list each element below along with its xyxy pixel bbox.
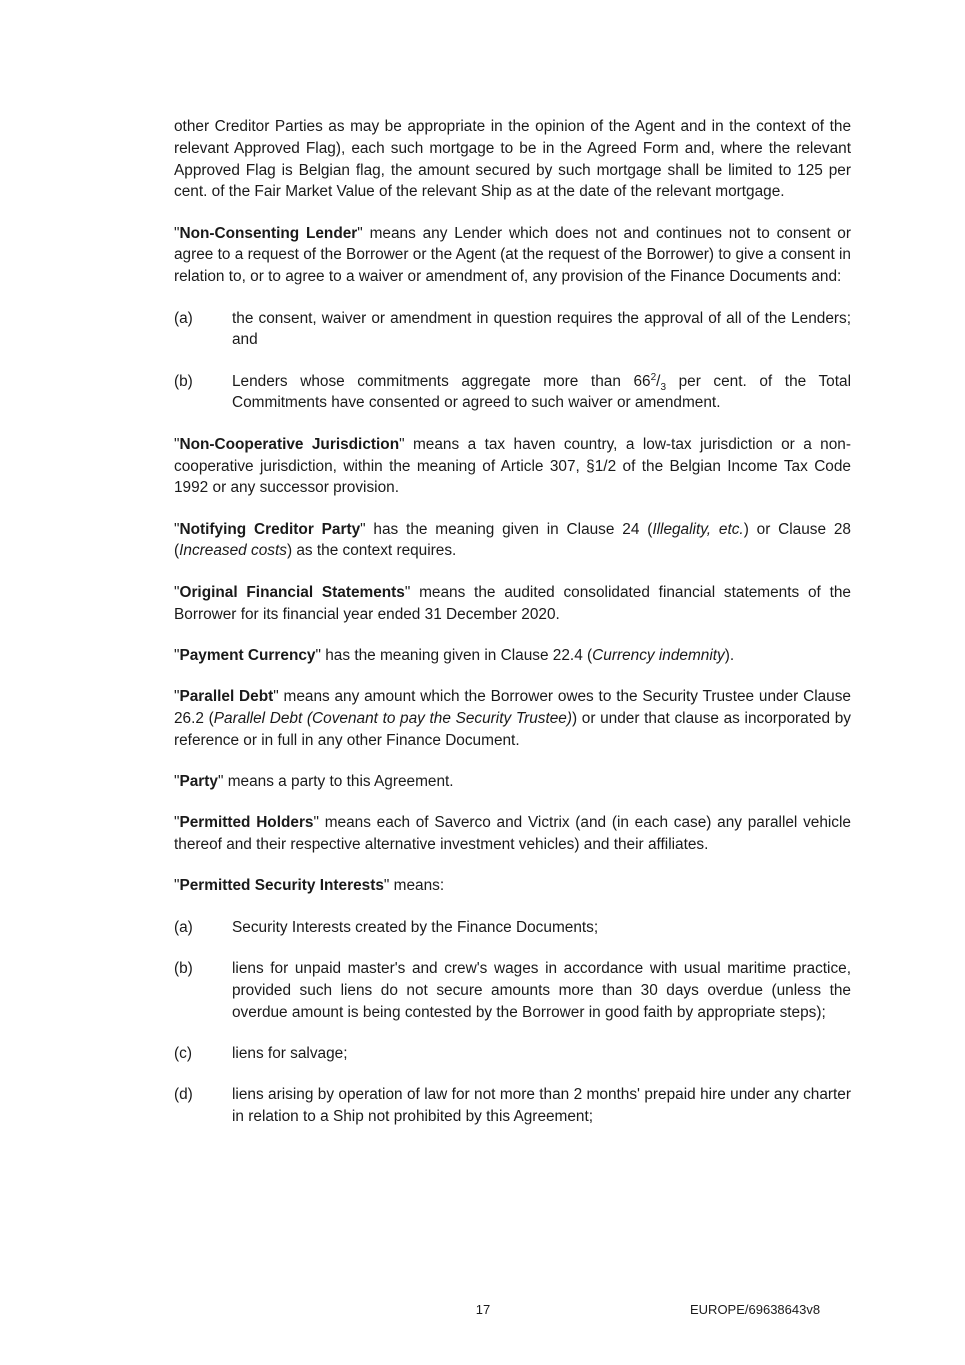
list-label: (c) — [174, 1044, 192, 1062]
list-label: (d) — [174, 1086, 193, 1104]
defined-term: Parallel Debt — [179, 688, 274, 706]
list-label: (b) — [174, 372, 193, 390]
paragraph-mortgage-continuation: other Creditor Parties as may be appropriate in the opinion of the Agent and in the context of the relevant Approved Flag), each such mortgage to be in the Agreed Form and, where the relevant Approved Flag is Belgian flag, the amount secured by such mortgage shall be limited to 125 per cent. of the Fair Market Value of the relevant Ship as at the date of the relevant mortgage. — [174, 118, 851, 201]
list-item — [174, 1043, 851, 1065]
defined-term: Payment Currency — [179, 646, 316, 664]
defined-term: Non-Cooperative Jurisdiction — [179, 435, 400, 453]
list-text: liens for salvage; — [232, 1044, 348, 1062]
defined-term: Permitted Holders — [179, 814, 314, 832]
document-body — [174, 116, 851, 1147]
definition-payment-currency: "Payment Currency" has the meaning given in Clause 22.4 (Currency indemnity). — [174, 646, 735, 664]
list-item — [174, 958, 851, 1023]
list-item — [174, 1084, 851, 1128]
defined-term: Original Financial Statements — [179, 583, 405, 601]
list-text: liens for unpaid master's and crew's wages in accordance with usual maritime practice, provided such liens do not secure amounts more than 30 days overdue (unless the overdue amount is being contested by the Borrower in good faith by appropriate steps); — [232, 960, 851, 1021]
definition-permitted-security-interests: "Permitted Security Interests" means: — [174, 877, 445, 895]
defined-term: Non-Consenting Lender — [179, 224, 358, 242]
defined-term: Party — [179, 773, 218, 791]
page-number: 17 — [475, 1302, 491, 1317]
definition-party: "Party" means a party to this Agreement. — [174, 773, 454, 791]
definition-original-financial-statements: "Original Financial Statements" means the audited consolidated financial statements of the Borrower for its financial year ended 31 December 2020. — [174, 583, 851, 623]
list-item — [174, 917, 851, 939]
document-reference: EUROPE/69638643v8 — [690, 1302, 821, 1317]
list-text: liens arising by operation of law for not more than 2 months' prepaid hire under any charter in relation to a Ship not prohibited by this Agreement; — [232, 1086, 851, 1125]
list-text: Lenders whose commitments aggregate more than $66^2/_3$ per cent. of the Total Commitments have consented or agreed to such waiver or amendment. — [232, 371, 852, 412]
definition-non-cooperative-jurisdiction: "Non-Cooperative Jurisdiction" means a tax haven country, a low-tax jurisdiction or a non-cooperative jurisdiction, within the meaning of Article 307, §1/2 of the Belgian Income Tax Code 1992 or any successor provision. — [174, 435, 851, 497]
definition-notifying-creditor-party: "Notifying Creditor Party" has the meaning given in Clause 24 (Illegality, etc.) or Clause 28 (Increased costs) as the context requires. — [174, 520, 851, 560]
list-item — [174, 371, 851, 415]
list-label: (b) — [174, 960, 193, 978]
list-label: (a) — [174, 918, 193, 936]
definition-permitted-holders: "Permitted Holders" means each of Saverco and Victrix (and (in each case) any parallel vehicle thereof and their respective alternative investment vehicles) and their affiliates. — [174, 814, 851, 854]
definition-non-consenting-lender: "Non-Consenting Lender" means any Lender which does not and continues not to consent or agree to a request of the Borrower or the Agent (at the request of the Borrower) to give a consent in relation to, or to agree to a waiver or amendment of, any provision of the Finance Documents and: — [174, 224, 851, 286]
list-item — [174, 308, 851, 352]
defined-term: Notifying Creditor Party — [179, 520, 361, 538]
list-label: (a) — [174, 309, 193, 327]
list-text: the consent, waiver or amendment in question requires the approval of all of the Lenders; and — [232, 309, 851, 349]
definition-parallel-debt: "Parallel Debt" means any amount which the Borrower owes to the Security Trustee under Clause 26.2 (Parallel Debt (Covenant to pay the Security Trustee)) or under that clause as incorporated by reference or in full in any other Finance Document. — [174, 688, 852, 749]
list-text: Security Interests created by the Finance Documents; — [232, 918, 599, 936]
defined-term: Permitted Security Interests — [179, 877, 384, 895]
